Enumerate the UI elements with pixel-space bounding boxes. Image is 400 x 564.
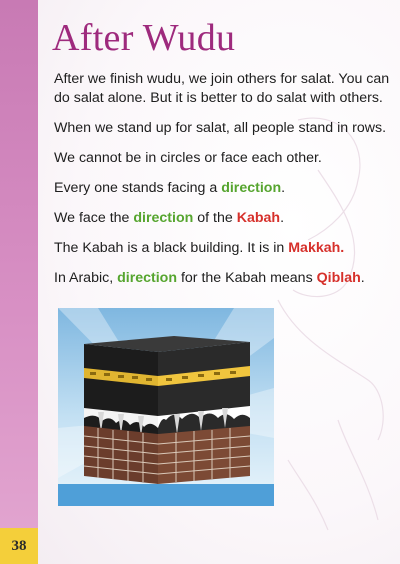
paragraph bbox=[54, 209, 399, 228]
paragraph bbox=[54, 149, 399, 168]
highlight-green: direction bbox=[117, 270, 178, 286]
side-bar bbox=[0, 0, 38, 564]
paragraph bbox=[54, 119, 399, 138]
text-run: . bbox=[280, 210, 285, 226]
kabah-illustration bbox=[58, 308, 274, 506]
paragraph bbox=[54, 179, 399, 198]
text-run: After we finish wudu, we join others for salat. You can do salat alone. But it is better to do salat with others. bbox=[54, 71, 390, 106]
text-run: We cannot be in circles or face each other. bbox=[54, 150, 322, 166]
paragraph bbox=[54, 269, 399, 288]
text-run: When we stand up for salat, all people stand in rows. bbox=[54, 120, 387, 136]
body-text bbox=[54, 70, 399, 299]
text-run: We face the bbox=[54, 210, 134, 226]
page-number: 38 bbox=[0, 528, 38, 564]
highlight-red: Kabah bbox=[236, 210, 281, 226]
text-run: In Arabic, bbox=[54, 270, 118, 286]
text-run: for the Kabah means bbox=[177, 270, 317, 286]
text-run: The Kabah is a black building. It is in bbox=[54, 240, 289, 256]
page-title: After Wudu bbox=[52, 17, 236, 59]
paragraph bbox=[54, 239, 399, 258]
highlight-red: Qiblah bbox=[316, 270, 361, 286]
text-run: Every one stands facing a bbox=[54, 180, 222, 196]
text-run: of the bbox=[193, 210, 237, 226]
highlight-green: direction bbox=[221, 180, 282, 196]
highlight-green: direction bbox=[133, 210, 194, 226]
highlight-red: Makkah. bbox=[288, 240, 345, 256]
text-run: . bbox=[281, 180, 286, 196]
paragraph bbox=[54, 70, 399, 108]
text-run: . bbox=[360, 270, 365, 286]
